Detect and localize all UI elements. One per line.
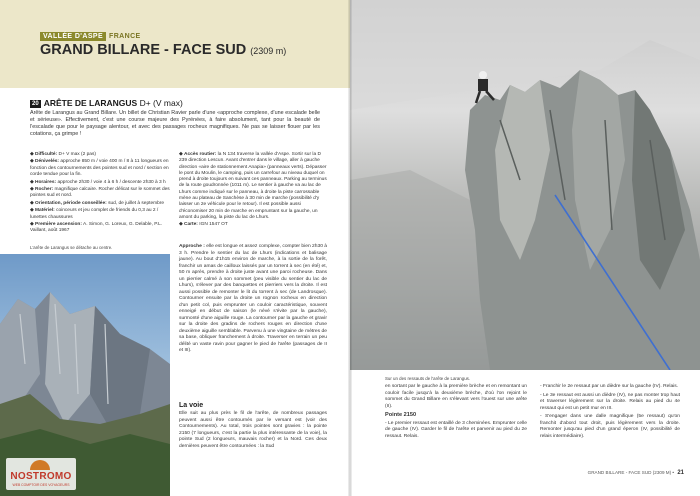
info-column-1 <box>30 152 170 236</box>
pitch-item: - Franchir le 2e ressaut par un dièdre sur la gauche (IV). Relais. <box>540 384 679 389</box>
title-altitude: (2309 m) <box>250 46 287 56</box>
info-item: ◆ Orientation, période conseillée: sud, de juillet à septembre <box>30 200 165 206</box>
right-column-2 <box>540 384 680 442</box>
footer-title: GRAND BILLARE - FACE SUD (2309 M) <box>587 470 672 475</box>
info-item: ◆ Difficulté: D+ V max (2 pas) <box>30 152 96 157</box>
info-column-2 <box>179 152 327 230</box>
info-item: ◆ Première ascension: A. Simon, G. Loreux, G. Delable, P.L. Vaillant, août 1967 <box>30 222 163 234</box>
pitch-item: - S'engager dans une dalle magnifique (5e ressaut) qu'on franchit d'abord tout droit, puis légèrement vers la droite. Remonter jusqu'au pied d'un grand éperon (IV, possibilité de relais intermédiaire). <box>540 414 680 439</box>
page-number: 21 <box>677 470 684 476</box>
region-tag: VALLÉE D'ASPE <box>40 32 106 41</box>
page-footer <box>588 470 684 476</box>
route-number: 20 <box>32 101 39 107</box>
page-title <box>40 42 286 58</box>
ridge-illustration <box>350 0 700 370</box>
title-text: GRAND BILLARE - FACE SUD <box>40 42 247 58</box>
voie-heading: La voie <box>179 402 204 409</box>
logo-text: NOSTROMO <box>10 471 72 482</box>
logo-tagline: WEB COMPTOIR DES VOYAGEURS <box>12 483 70 487</box>
info-item: ◆ Horaires: approche 2h30 / voie 4 à 6 h / descente 2h30 à 3 h <box>30 179 166 185</box>
right-column-1 <box>385 384 527 442</box>
pitch-item: - Le 3e ressaut est aussi un dièdre (IV), ne pas monter trop haut et traverser légèrement sur la droite. Relais au pied du 4e ressaut qui est un petit mur en III. <box>540 392 680 411</box>
route-grade: D+ (V max) <box>139 98 183 108</box>
info-item: ◆ Rocher: magnifique calcaire. Rocher délicat sur le sommet des pointes sud et nord. <box>30 187 170 199</box>
info-item: ◆ Matériel: coinceurs et jeu complet de friends du 0,3 au 2 / lunettes chaussures <box>30 208 159 220</box>
nostromo-logo <box>6 458 76 490</box>
info-item: ◆ Carte: IGN 1547 OT <box>179 222 228 228</box>
pointe-paragraph: - Le premier ressaut est entaillé de 3 cheminées. Emprunter celle de gauche (IV). Garder le fil de l'arête et parvenir au pied du 2e ressaut. Relais. <box>385 420 527 439</box>
page-separator: • <box>672 470 675 475</box>
photo-caption-right: Sur un des ressauts de l'arête de Larangus. <box>385 376 471 381</box>
continuation-paragraph: en sortant par le gauche à la première brèche et en remontant un couloir facile jusqu'à la deuxième brèche, d'où l'on rejoint le sommet du Grand Billare en s'élevant vers l'ouest sur une arête (II). <box>385 384 527 409</box>
intro-paragraph: Arête de Larangus au Grand Billare. Un billet de Christian Ravier parle d'une «approche complexe, d'une escalade belle et sérieuse». Effectivement, c'est une course majeure des Pyrénées, à faire absolument, tant pour la beauté de l'escalade que pour le paysage alentour, et avec des passages rocheux magnifiques. Ne pas se laisser flouer par les cotations, ça grimpe ! <box>30 110 320 138</box>
route-heading <box>30 98 183 108</box>
region-country: FRANCE <box>109 33 141 40</box>
approach-label: Approche : <box>179 244 205 249</box>
region-line <box>40 33 141 40</box>
logo-sun-icon <box>30 460 50 470</box>
approach-text: elle est longue et assez complexe, compter bien 2h30 à 3 h. Prendre le sentier du lac de Lhurs (indications et balisage jaune). Au bout d'1h15 environ de marche, à la sortie de la forêt, franchir un amas de cailloux laissés par un torrent à sec (en été) et, 50 m après, prendre à droite juste avant une paroi rocheuse. Dans un pierrier calmé à son sommet (peu visible du sentier du lac de Lhurs), s'élever par des banquettes et pierriers vers la droite. Il est aussi possible de remonter le lit du torrent à sec (de Landrosque). Contourner ensuite par la droite un rognon rocheux en direction d'un petit col, puis emprunter un couloir caractéristique, souvent enneigé en début de saison (le névé s'évite par la gauche), surmonté d'une aiguille rouge. La contourner par la gauche et gravir sur la droite des gradins de rochers rouges en direction d'une deuxième aiguille semblable. Parvenu à une vingtaine de mètres de sa base, obliquer franchement à droite. Traverser en terrain un peu délité un vaste ravin pour gagner le pied de l'arête (passages de II et III). <box>179 244 328 353</box>
pointe-heading: Pointe 2150 <box>385 412 417 418</box>
climber-photo <box>350 0 700 370</box>
route-name: ARÊTE DE LARANGUS <box>43 98 138 108</box>
right-page <box>350 0 700 496</box>
photo-caption-left: L'arête de Larangus se détache au centre. <box>30 245 113 250</box>
info-item: ◆ Accès routier: la N 134 traverse la vallée d'Aspe. Sortir sur la D 239 direction Lescun. Avant d'entrer dans le village, aller à gauche direction «aire de stationnement Anapia» (panneaux verts). Dépasser le pont du Moulin, le camping, puis un carrefour au niveau duquel on prend à droite toujours en suivant ces panneaux. Parking au terminus de la route goudronnée (1011 m). Le sentier à gauche va au lac de Lhurs comme indiqué sur le panneau, à droite la piste carrossable mène au plateau de Sanchèse à 30 min de marche (possibilité d'y laisser un 2e véhicule pour le retour). Il est possible aussi d'économiser 20 min de marche en empruntant sur la gauche, un amont du parking, la piste du lac de Lhurs. <box>179 152 327 220</box>
voie-paragraph: Elle suit au plus près le fil de l'arête, de nombreux passages peuvent aussi être contournés par le versant est (voir des Contournements). Au total, trois pointes sont gravies : la pointe 2150 (7 longueurs, c'est la partie la plus intéressante de la voie), la pointe Sud (2 longueurs, mauvais rocher) et la Nord. Ces deux dernières peuvent être contournées : la Sud <box>179 411 327 449</box>
approach-paragraph <box>179 244 327 355</box>
book-gutter <box>348 0 352 496</box>
info-item: ◆ Dénivelés: approche 850 m / voie 400 m / 8 à 11 longueurs en fonction des contournements des pointes sud et nord / section en corde tendue pour la fin. <box>30 159 169 178</box>
